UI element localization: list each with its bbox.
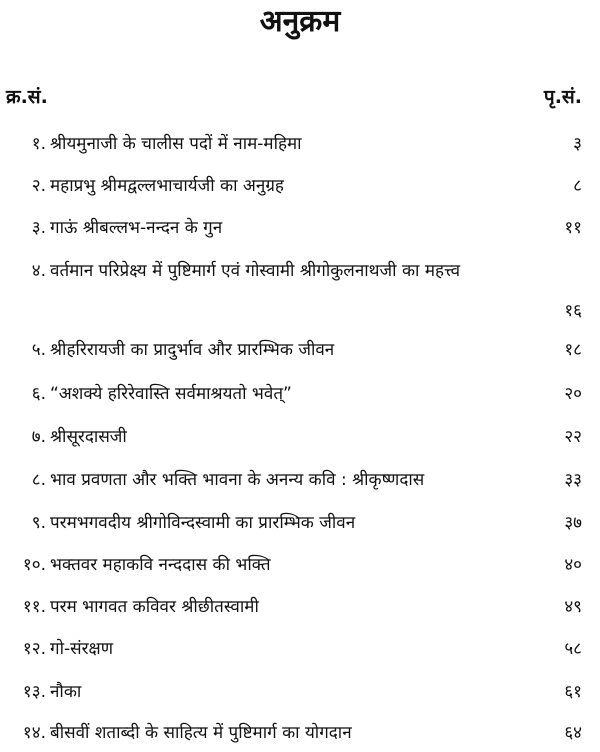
entry-page: ८ xyxy=(573,176,582,196)
entry-page: १८ xyxy=(564,340,582,360)
entry-page: ४९ xyxy=(564,597,582,617)
entry-page: १६ xyxy=(564,301,582,321)
entry-number: ५. xyxy=(31,340,46,360)
entry-title: “अशक्ये हरिरेवास्ति सर्वमाश्रयतो भवेत्” xyxy=(50,384,292,404)
entry-page: ४० xyxy=(564,555,582,575)
entry-title: परमभगवदीय श्रीगोविन्दस्वामी का प्रारम्भिक जीवन xyxy=(50,513,356,533)
entry-title: परम भागवत कविवर श्रीछीतस्वामी xyxy=(50,597,259,617)
entry-page: ६४ xyxy=(564,723,582,743)
page-number-header: पृ.सं. xyxy=(543,86,582,108)
entry-title: नौका xyxy=(50,682,82,702)
entry-number: ३. xyxy=(31,218,46,238)
entry-title: बीसवीं शताब्दी के साहित्य में पुष्टिमार्ग का योगदान xyxy=(50,723,352,743)
entry-title: वर्तमान परिप्रेक्ष्य में पुष्टिमार्ग एवं गोस्वामी श्रीगोकुलनाथजी का महत्त्व xyxy=(50,261,461,281)
entry-page: २० xyxy=(564,384,582,404)
entry-title: श्रीयमुनाजी के चालीस पदों में नाम-महिमा xyxy=(50,134,302,154)
entry-number: ११. xyxy=(22,597,46,617)
entry-title: गो-संरक्षण xyxy=(50,639,114,659)
entry-number: ७. xyxy=(31,427,46,447)
entry-number: ८. xyxy=(31,470,46,490)
entry-number: ९. xyxy=(31,513,46,533)
entry-page: ३७ xyxy=(564,513,582,533)
entry-page: ५८ xyxy=(564,639,582,659)
entry-title: गाऊं श्रीबल्लभ-नन्दन के गुन xyxy=(50,218,223,238)
page-title: अनुक्रम xyxy=(259,4,341,39)
entry-number: ६. xyxy=(31,384,46,404)
entry-page: ३३ xyxy=(564,470,582,490)
entry-page: २२ xyxy=(564,427,582,447)
entry-number: १०. xyxy=(22,555,46,575)
entry-title: भाव प्रवणता और भक्ति भावना के अनन्य कवि : श्रीकृष्णदास xyxy=(50,470,425,490)
entry-title: श्रीहरिरायजी का प्रादुर्भाव और प्रारम्भिक जीवन xyxy=(50,340,335,360)
entry-title: श्रीसूरदासजी xyxy=(50,427,127,447)
entry-number: १. xyxy=(31,134,46,154)
entry-title: महाप्रभु श्रीमद्वल्लभाचार्यजी का अनुग्रह xyxy=(50,176,284,196)
entry-number: १२. xyxy=(22,639,46,659)
serial-number-header: क्र.सं. xyxy=(6,86,48,108)
entry-number: १३. xyxy=(22,682,46,702)
entry-title: भक्तवर महाकवि नन्ददास की भक्ति xyxy=(50,555,271,575)
entry-number: १४. xyxy=(22,723,46,743)
entry-page: ३ xyxy=(573,134,582,154)
entry-page: ६१ xyxy=(564,682,582,702)
entry-page: ११ xyxy=(564,218,582,238)
entry-number: ४. xyxy=(31,261,46,281)
entry-number: २. xyxy=(31,176,46,196)
